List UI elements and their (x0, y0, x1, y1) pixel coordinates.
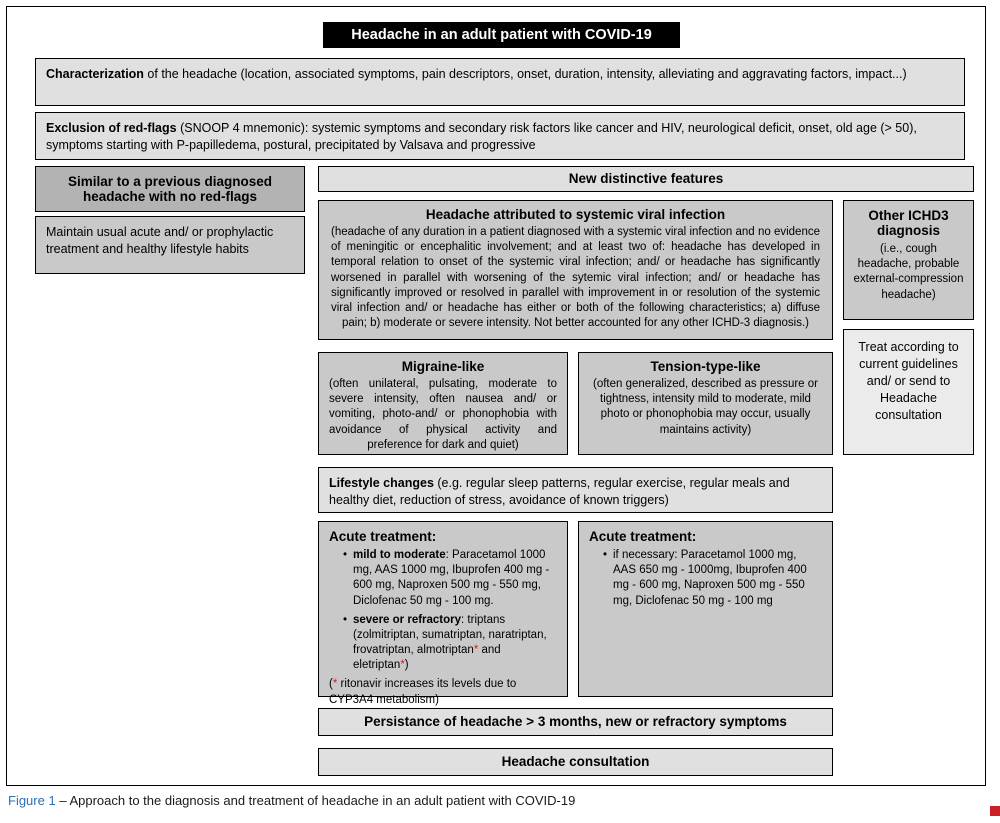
exclusion-label: Exclusion of red-flags (46, 121, 177, 135)
persistence-box (318, 708, 833, 736)
other-ichd3-header: Other ICHD3 diagnosis (868, 208, 949, 238)
acute-right-item-0-text: if necessary: Paracetamol 1000 mg, AAS 650 mg - 1000mg, Ibuprofen 400 mg - 600 mg, Naproxen 500 mg - 550 mg, Diclofenac 50 mg - 100 mg (613, 549, 807, 607)
acute-left-item-1-lead: severe or refractory (353, 613, 462, 626)
list-item (343, 548, 557, 609)
acute-treatment-right-list (589, 548, 822, 609)
flowchart-title (323, 22, 680, 48)
acute-treatment-left-footnote: (* ritonavir increases its levels due to CYP3A4 metabolism) (329, 678, 517, 706)
acute-treatment-right-box (578, 521, 833, 697)
headache-consultation-box (318, 748, 833, 776)
asterisk-marker: * (400, 659, 405, 672)
tension-type-like-box (578, 352, 833, 455)
acute-treatment-right-header: Acute treatment: (589, 529, 697, 544)
exclusion-text: (SNOOP 4 mnemonic): systemic symptoms and secondary risk factors like cancer and HIV, neurological deficit, onset, old age (> 50), symptoms starting with P-papilledema, postural, precipitated by Valsava and progressive (46, 121, 917, 152)
lifestyle-changes-text: (e.g. regular sleep patterns, regular exercise, regular meals and healthy diet, reduction of stress, avoidance of known triggers) (329, 476, 790, 507)
flowchart-title-text: Headache in an adult patient with COVID-19 (351, 27, 652, 43)
acute-left-item-1-text: : triptans (zolmitriptan, sumatriptan, naratriptan, frovatriptan, almotriptan* and eletriptan*) (353, 613, 547, 672)
viral-infection-header: Headache attributed to systemic viral infection (425, 207, 726, 222)
migraine-like-box (318, 352, 568, 455)
treat-current-guidelines-box (843, 329, 974, 455)
new-features-header (318, 166, 974, 192)
maintain-treatment-text: Maintain usual acute and/ or prophylactic treatment and healthy lifestyle habits (46, 225, 274, 256)
similar-previous-header (35, 166, 305, 212)
acute-left-item-0-lead: mild to moderate (353, 549, 446, 561)
acute-left-item-0-text: : Paracetamol 1000 mg, AAS 1000 mg, Ibuprofen 400 mg - 600 mg, Naproxen 500 mg - 550 mg, Diclofenac 50 mg - 100 mg. (353, 549, 550, 607)
list-item (343, 613, 557, 674)
other-ichd3-body: (i.e., cough headache, probable external-compression headache) (853, 243, 964, 301)
figure-caption (8, 793, 575, 808)
asterisk-marker: * (473, 644, 479, 657)
lifestyle-changes-label: Lifestyle changes (329, 476, 434, 490)
figure-caption-text: – Approach to the diagnosis and treatment of headache in an adult patient with COVID-19 (55, 793, 576, 808)
similar-previous-header-text: Similar to a previous diagnosed headache with no red-flags (67, 174, 273, 204)
other-ichd3-box (843, 200, 974, 320)
page-corner-marker (990, 806, 1000, 816)
tension-type-like-body: (often generalized, described as pressure or tightness, intensity mild to moderate, mild photo or phonophobia may occur, usually maintains activity) (592, 378, 818, 436)
viral-infection-box (318, 200, 833, 340)
migraine-like-header: Migraine-like (401, 359, 485, 374)
characterization-text: of the headache (location, associated symptoms, pain descriptors, onset, duration, intensity, alleviating and aggravating factors, impact...) (143, 67, 907, 81)
new-features-header-text: New distinctive features (568, 171, 724, 186)
acute-treatment-left-list (329, 548, 557, 673)
lifestyle-changes-box (318, 467, 833, 513)
persistence-text: Persistance of headache > 3 months, new or refractory symptoms (364, 714, 787, 729)
figure-caption-label: Figure 1 (8, 793, 56, 808)
headache-consultation-text: Headache consultation (501, 754, 650, 769)
tension-type-like-header: Tension-type-like (650, 359, 761, 374)
list-item (603, 548, 822, 609)
characterization-box (35, 58, 965, 106)
migraine-like-body: (often unilateral, pulsating, moderate to severe intensity, often nausea and/ or vomiting, photo-and/ or phonophobia with avoidance of physical activity and preference for dark and quiet) (329, 378, 557, 451)
viral-infection-body: (headache of any duration in a patient diagnosed with a systemic viral infection and no evidence of meningitic or encephalitic involvement; and at least two of: headache has developed in temporal relation to onset of the systemic viral infection; and/ or headache has significantly worsened in parallel with worsening of the sytemic viral infection; and/ or headache has significantly improved or resolved in parallel with improvement in or resolution of the systemic viral infection and/ or headache has either or both of the following characteristics; a) diffuse pain; b) moderate or severe intensity. Not better accounted for any other ICHD-3 diagnosis.) (331, 226, 820, 330)
characterization-label: Characterization (46, 67, 144, 81)
treat-current-guidelines-text: Treat according to current guidelines and/ or send to Headache consultation (858, 340, 959, 422)
acute-treatment-left-header: Acute treatment: (329, 529, 437, 544)
asterisk-marker: * (332, 678, 338, 691)
acute-treatment-left-box (318, 521, 568, 706)
maintain-treatment-box (35, 216, 305, 274)
exclusion-box (35, 112, 965, 160)
